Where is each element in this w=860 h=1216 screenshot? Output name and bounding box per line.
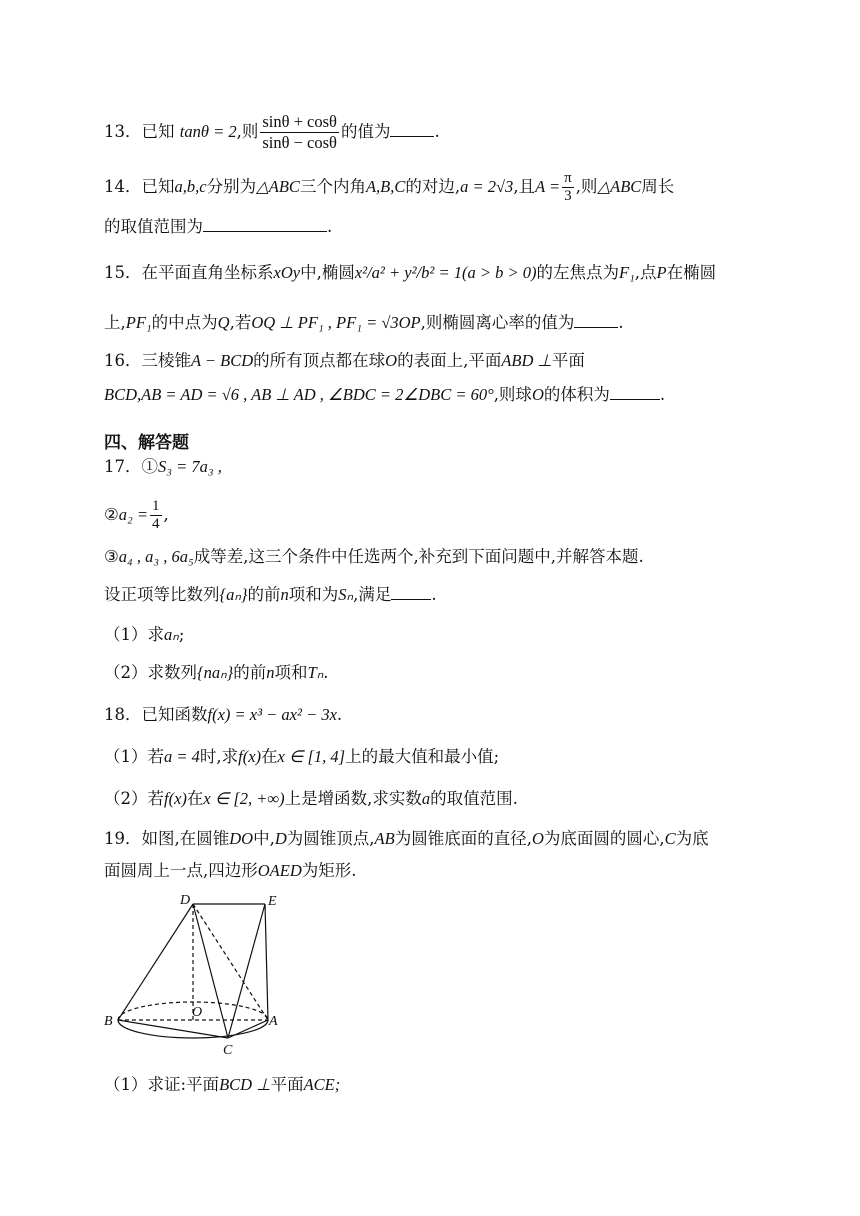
label-B: B [104, 1014, 113, 1029]
q15-xoy: xOy [273, 263, 301, 282]
q19-AB: AB [374, 829, 395, 848]
q17-p2-text-1: 的前 [233, 663, 267, 682]
q19-p1-BCD: BCD ⊥ [219, 1075, 271, 1094]
question-14-line-1 [104, 170, 760, 205]
q16-blank [610, 385, 660, 400]
q16-text-1: 的所有顶点都在球 [253, 351, 386, 370]
q17-p1-label: （1）求 [104, 625, 164, 644]
q18-function: f(x) = x³ − ax² − 3x [207, 705, 337, 724]
q18-p2-label: （2）若 [104, 789, 164, 808]
q19-text-5: 为底 [675, 829, 709, 848]
q17-p2-end: . [323, 663, 329, 682]
edge-EC [228, 904, 265, 1038]
q17-n: n [280, 585, 289, 604]
q14-text-6: 周长 [641, 177, 675, 196]
q13-mid: ,则 [236, 122, 259, 141]
q15-Q: Q [217, 313, 230, 332]
q16-end: . [659, 385, 666, 404]
q16-text-5: 的体积为 [543, 385, 610, 404]
q18-p1-text-1: 时,求 [199, 747, 239, 766]
q15-PF1: PF₁ [125, 313, 152, 332]
section-heading: 四、解答题 [104, 433, 189, 453]
q14-prefix: 14．已知 [104, 177, 175, 196]
q19-p1-text: 平面 [270, 1075, 304, 1094]
q18-p2-text-3: 的取值范围. [430, 789, 518, 808]
q15-text-2: 的左焦点为 [536, 263, 619, 282]
q14-end: . [327, 217, 333, 236]
q17-p2-text-2: 项和 [274, 663, 308, 682]
q13-tail: 的值为 [340, 122, 391, 141]
q17-p2-seq: {naₙ} [197, 663, 234, 682]
q15-condition: OQ ⊥ PF₁ , PF₁ = √3OP [251, 313, 421, 332]
q13-prefix: 13．已知 [104, 122, 175, 141]
q19-text-3: 为圆锥底面的直径, [394, 829, 532, 848]
q19-text-2: 为圆锥顶点, [286, 829, 375, 848]
question-17-condition-1 [104, 456, 760, 478]
label-D: D [180, 893, 191, 908]
q16-O2: O [531, 385, 544, 404]
q14-pi: π [564, 170, 572, 186]
question-14-line-2 [104, 216, 760, 238]
edge-DB [118, 904, 193, 1020]
label-O: O [192, 1005, 203, 1020]
q15-text-6: 的中点为 [151, 313, 218, 332]
q17-p1-an: aₙ [164, 625, 179, 644]
q17-an: {aₙ} [219, 585, 248, 604]
question-17-stem [104, 584, 760, 606]
question-19-line-2 [104, 860, 760, 882]
question-18-part-2 [104, 788, 760, 810]
cone-figure [100, 888, 290, 1066]
q18-end: . [336, 705, 343, 724]
q14-triangle: △ABC [256, 177, 300, 196]
q14-text-3: 的对边, [405, 177, 461, 196]
question-13 [104, 112, 760, 153]
question-19-line-1 [104, 828, 760, 850]
q15-blank [574, 313, 618, 328]
q14-line2-text: 的取值范围为 [104, 217, 203, 236]
q13-frac-num: sinθ + cosθ [262, 112, 337, 131]
q15-prefix: 15．在平面直角坐标系 [104, 263, 274, 282]
q15-text-3: ,点 [634, 263, 657, 282]
q15-text-5: 上, [104, 313, 126, 332]
q18-p2-a: a [421, 789, 431, 808]
q17-circle-3: ③ [104, 547, 119, 566]
chord-BC [118, 1020, 228, 1038]
q19-DO: DO [229, 829, 254, 848]
q16-text-4: ,则球 [493, 385, 532, 404]
q17-p1-end: ; [178, 625, 185, 644]
q17-p2-n: n [266, 663, 275, 682]
q17-fraction [150, 498, 162, 533]
q17-stem-2: 的前 [247, 585, 281, 604]
q17-frac-num: 1 [152, 498, 160, 514]
q19-text-1: 中, [253, 829, 275, 848]
q14-text-1: 分别为 [206, 177, 257, 196]
q16-O: O [385, 351, 398, 370]
label-C: C [223, 1043, 233, 1058]
question-18-part-1 [104, 746, 760, 768]
q17-stem-4: ,满足 [353, 585, 392, 604]
q19-text-7: 为矩形. [301, 861, 357, 880]
q17-cond-1: S₃ = 7a₃ , [158, 457, 222, 476]
q17-circle-2: ② [104, 505, 119, 524]
q16-condition: AB = AD = √6 , AB ⊥ AD , ∠BDC = 2∠DBC = 60° [141, 385, 494, 404]
q13-fraction [260, 112, 339, 153]
question-16-line-1 [104, 350, 760, 372]
q18-p2-text-1: 在 [186, 789, 204, 808]
q18-prefix: 18．已知函数 [104, 705, 208, 724]
q14-angles: A,B,C [365, 177, 406, 196]
q17-cond-3: a₄ , a₃ , 6a₅ [118, 547, 194, 566]
q18-p2-text-2: 上是增函数,求实数 [284, 789, 422, 808]
q17-cond-2: a₂ = [118, 505, 149, 524]
q14-text-4: ,且 [513, 177, 536, 196]
question-15-line-1 [104, 262, 760, 284]
question-18 [104, 704, 760, 726]
q17-blank [391, 585, 431, 600]
q16-prefix: 16．三棱锥 [104, 351, 191, 370]
q15-ellipse-eq: x²/a² + y²/b² = 1(a > b > 0) [354, 263, 537, 282]
q18-p1-interval: x ∈ [1, 4] [277, 747, 346, 766]
q14-pi-fraction [562, 170, 574, 205]
question-15-line-2 [104, 312, 760, 334]
q17-stem-1: 设正项等比数列 [104, 585, 220, 604]
q19-OAED: OAED [257, 861, 302, 880]
q16-ABD: ABD ⊥ [501, 351, 552, 370]
q14-text-2: 三个内角 [299, 177, 366, 196]
question-17-condition-2 [104, 498, 760, 533]
chord-CA [228, 1020, 268, 1038]
q17-Sn: Sₙ [338, 585, 354, 604]
base-front-arc [118, 1020, 268, 1038]
q15-text-1: 中,椭圆 [300, 263, 355, 282]
q18-p2-interval: x ∈ [2, +∞) [203, 789, 285, 808]
q13-blank [390, 122, 434, 137]
q19-text-6: 面圆周上一点,四边形 [104, 861, 258, 880]
q18-p1-a: a = 4 [164, 747, 200, 766]
q17-p2-label: （2）求数列 [104, 663, 197, 682]
q14-three: 3 [564, 188, 572, 204]
q19-p1-ACE: ACE; [303, 1075, 341, 1094]
q19-D: D [274, 829, 287, 848]
q17-comma: , [163, 505, 169, 524]
q13-expr: tanθ = 2 [179, 122, 237, 141]
q17-stem-3: 项和为 [288, 585, 339, 604]
q15-text-8: ,则椭圆离心率的值为 [420, 313, 575, 332]
q14-vars: a,b,c [174, 177, 207, 196]
q16-pyramid: A − BCD [191, 351, 254, 370]
q17-p2-Tn: Tₙ [307, 663, 324, 682]
q15-end: . [618, 313, 624, 332]
question-19-part-1 [104, 1074, 760, 1096]
q17-cond-3-text: 成等差,这三个条件中任选两个,补充到下面问题中,并解答本题. [193, 547, 644, 566]
q18-p2-f: f(x) [164, 789, 187, 808]
q14-triangle-2: △ABC [597, 177, 642, 196]
q15-P: P [656, 263, 667, 282]
q17-prefix: 17．① [104, 457, 158, 476]
label-A: A [269, 1014, 278, 1029]
question-17-condition-3 [104, 546, 760, 568]
q18-p1-text-3: 上的最大值和最小值; [345, 747, 500, 766]
question-16-line-2 [104, 384, 760, 406]
q18-p1-f: f(x) [238, 747, 262, 766]
question-17-part-2 [104, 662, 760, 684]
q19-O: O [531, 829, 544, 848]
q18-p1-label: （1）若 [104, 747, 164, 766]
q14-text-5: ,则 [575, 177, 598, 196]
q13-frac-den: sinθ − cosθ [262, 133, 337, 152]
q19-text-4: 为底面圆的圆心, [543, 829, 665, 848]
question-17-part-1 [104, 624, 760, 646]
q17-stem-end: . [431, 585, 437, 604]
edge-EA [265, 904, 268, 1020]
q19-prefix: 19．如图,在圆锥 [104, 829, 230, 848]
q19-p1-label: （1）求证:平面 [104, 1075, 220, 1094]
q16-BCD: BCD, [104, 385, 142, 404]
label-E: E [268, 894, 277, 909]
q19-C: C [664, 829, 676, 848]
q14-A-eq: A = [535, 177, 561, 196]
q13-end: . [434, 122, 440, 141]
q14-blank [203, 217, 327, 232]
q17-frac-den: 4 [152, 516, 160, 532]
q14-a-eq: a = 2√3 [460, 177, 514, 196]
q15-text-4: 在椭圆 [666, 263, 717, 282]
q16-text-2: 的表面上,平面 [397, 351, 502, 370]
q15-F1: F₁ [618, 263, 635, 282]
q18-p1-text-2: 在 [261, 747, 278, 766]
q16-text-3: 平面 [551, 351, 585, 370]
q15-text-7: ,若 [229, 313, 252, 332]
